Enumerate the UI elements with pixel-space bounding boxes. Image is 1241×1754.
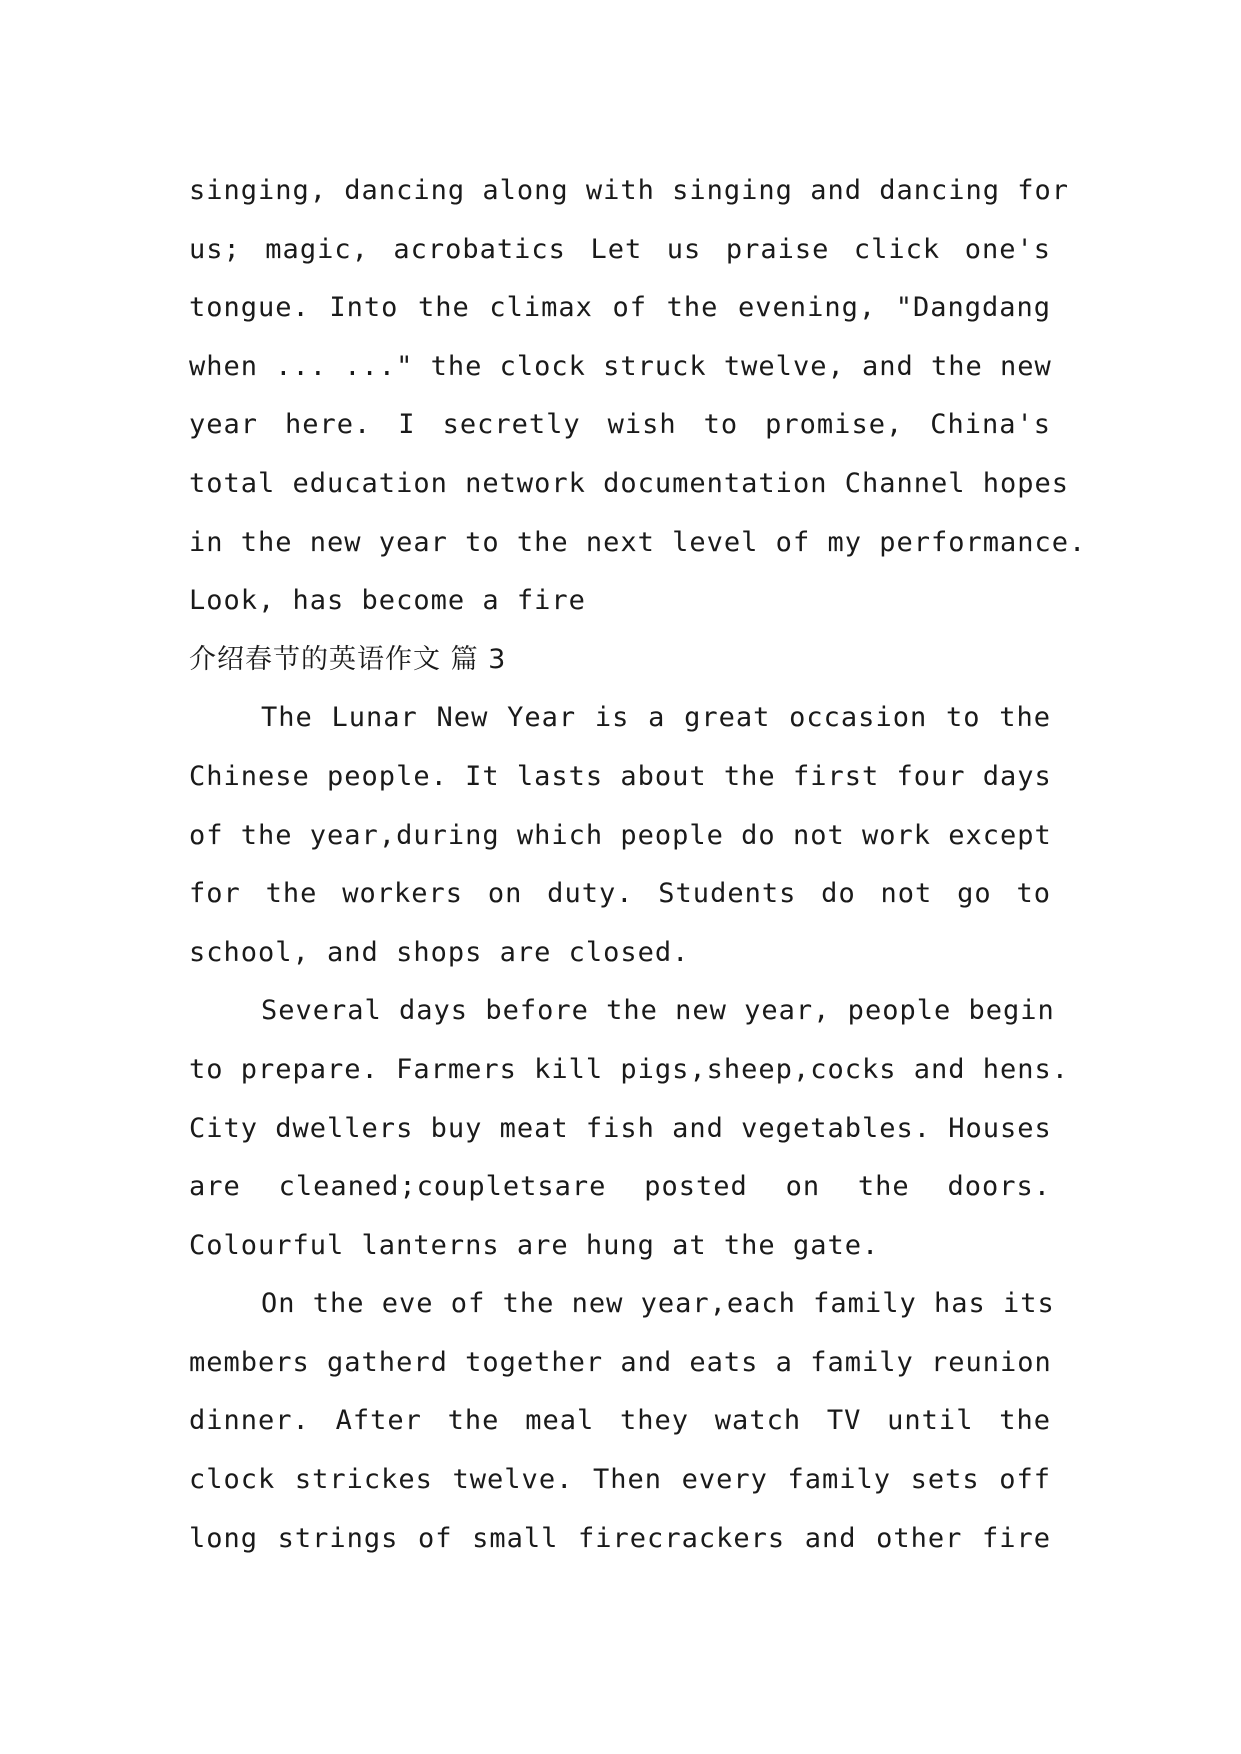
paragraph-2 bbox=[189, 982, 1070, 1275]
text-line: when ... ..." the clock struck twelve, and the new bbox=[189, 350, 1052, 382]
text-line: tongue. Into the climax of the evening, "Dangdang bbox=[189, 292, 1051, 324]
text-line: members gatherd together and eats a family reunion bbox=[189, 1346, 1052, 1378]
text-line: singing, dancing along with singing and dancing for bbox=[189, 175, 1070, 206]
text-line: The Lunar New Year is a great occasion to the bbox=[261, 702, 1051, 734]
text-line: long strings of small firecrackers and other fire bbox=[189, 1522, 1051, 1554]
text-line: in the new year to the next level of my performance. bbox=[189, 526, 1087, 558]
text-line: clock strickes twelve. Then every family sets off bbox=[189, 1464, 1051, 1496]
text-line: Colourful lanterns are hung at the gate. bbox=[189, 1229, 880, 1261]
section-heading: 介绍春节的英语作文 篇 3 bbox=[189, 643, 507, 675]
document-body bbox=[189, 162, 1087, 1568]
text-line: total education network documentation Channel hopes bbox=[189, 467, 1070, 499]
text-line: Chinese people. It lasts about the first four days bbox=[189, 760, 1052, 792]
text-line: City dwellers buy meat fish and vegetables. Houses bbox=[189, 1112, 1052, 1144]
text-line: Look, has become a fire bbox=[189, 585, 586, 617]
text-line: year here. I secretly wish to promise, China's bbox=[189, 409, 1051, 441]
text-line: us; magic, acrobatics Let us praise click one's bbox=[189, 233, 1051, 265]
paragraph-3 bbox=[189, 1275, 1055, 1568]
text-line: dinner. After the meal they watch TV until the bbox=[189, 1405, 1051, 1437]
text-line: Several days before the new year, people begin bbox=[261, 995, 1055, 1027]
text-line: school, and shops are closed. bbox=[189, 936, 690, 968]
text-line: of the year,during which people do not work except bbox=[189, 819, 1052, 851]
text-line: On the eve of the new year,each family has its bbox=[261, 1288, 1055, 1320]
text-line: for the workers on duty. Students do not go to bbox=[189, 878, 1051, 910]
continued-paragraph bbox=[189, 162, 1087, 631]
paragraph-1 bbox=[189, 689, 1051, 982]
text-line: to prepare. Farmers kill pigs,sheep,cocks and hens. bbox=[189, 1053, 1070, 1085]
text-line: are cleaned;coupletsare posted on the doors. bbox=[189, 1171, 1051, 1203]
